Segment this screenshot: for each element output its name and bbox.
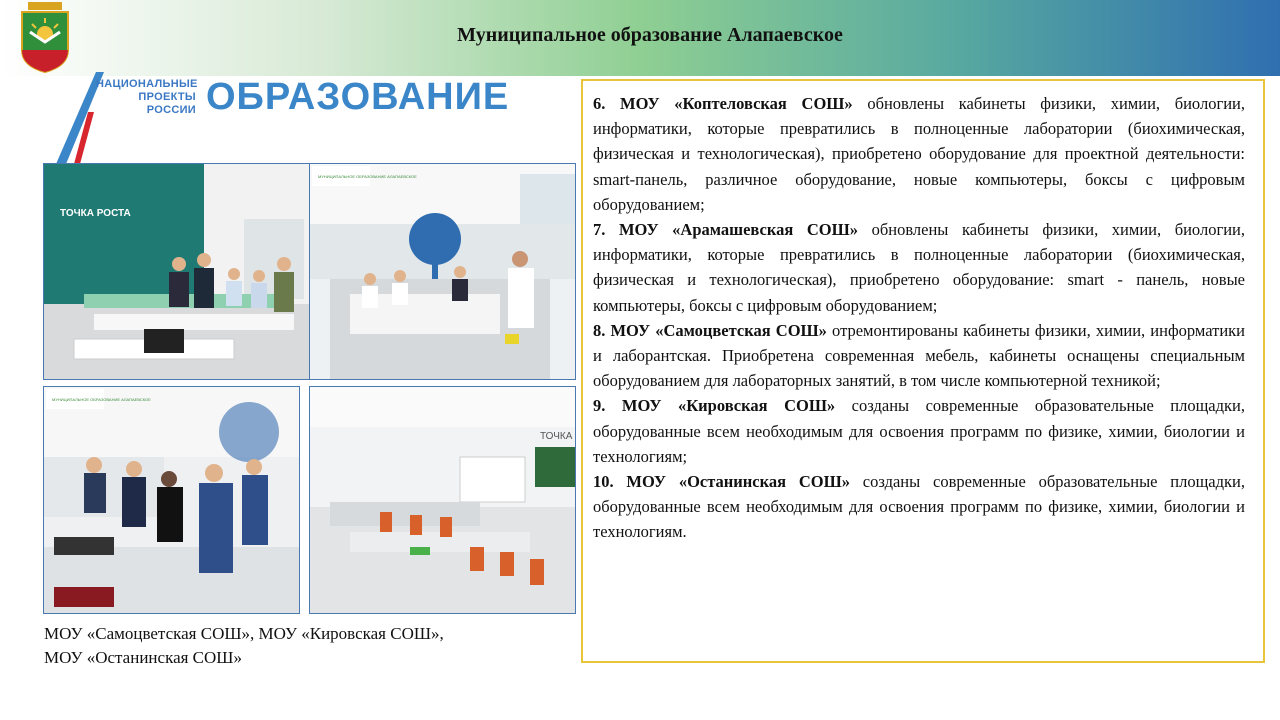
photo-badge-text-2: МУНИЦИПАЛЬНОЕ ОБРАЗОВАНИЕ АЛАПАЕВСКОЕ xyxy=(52,397,151,402)
school-item-text: созданы современные образовательные площадки, оборудованные всем необходимым для освоения программ по физике, химии, биологии и технологиям. xyxy=(593,472,1245,542)
school-item-title: 6. МОУ «Коптеловская СОШ» xyxy=(593,94,853,113)
school-item-title: 7. МОУ «Арамашевская СОШ» xyxy=(593,220,858,240)
school-item-6 xyxy=(593,91,1245,217)
logo-text-small xyxy=(96,78,196,117)
school-item-8 xyxy=(593,318,1245,394)
logo-word: ОБРАЗОВАНИЕ xyxy=(206,76,510,118)
photo-badge-text: МУНИЦИПАЛЬНОЕ ОБРАЗОВАНИЕ АЛАПАЕВСКОЕ xyxy=(318,174,417,179)
photo-classroom-4 xyxy=(309,386,576,614)
photo-classroom-3 xyxy=(43,386,300,614)
page-title: Муниципальное образование Алапаевское xyxy=(457,24,843,46)
school-item-text: отремонтированы кабинеты физики, химии, информатики и лаборантская. Приобретена современная мебель, кабинеты оснащены специальным оборудованием для лабораторных занятий, в том числе компьютерной техникой; xyxy=(593,320,1245,391)
photo-caption xyxy=(44,622,574,670)
coat-of-arms-icon xyxy=(18,2,72,74)
school-item-title: 9. МОУ «Кировская СОШ» xyxy=(593,396,836,416)
school-item-10 xyxy=(593,469,1245,545)
school-item-9 xyxy=(593,393,1245,469)
photo-sign-text: ТОЧКА РОСТА xyxy=(60,208,131,219)
school-item-text: обновлены кабинеты физики, химии, биологии, информатики, которые превратились в полноценные лаборатории (биохимическая, физическая и технологическая), приобретено оборудование для проектной деятельности: smart-панель, различное оборудование, новые компьютеры, боксы с цифровым оборудованием; xyxy=(593,94,1245,214)
logo-line-2: ПРОЕКТЫ xyxy=(138,91,196,103)
school-item-text: обновлены кабинеты физики, химии, биологии, информатики, которые превратились в полноценные лаборатории (биохимическая, физическая и технологическая), приобретено оборудование: smart - панель, новые компьютеры, боксы с цифровым оборудованием; xyxy=(593,220,1245,315)
school-item-title: 8. МОУ «Самоцветская СОШ» xyxy=(593,320,827,340)
photo-sign-text-2: ТОЧКА xyxy=(540,431,573,442)
header-band xyxy=(0,0,1280,76)
school-item-title: 10. МОУ «Останинская СОШ» xyxy=(593,472,850,492)
caption-line-2: МОУ «Останинская СОШ» xyxy=(44,648,242,667)
logo-line-1: НАЦИОНАЛЬНЫЕ xyxy=(96,78,198,90)
photo-classroom-2 xyxy=(309,163,576,380)
photo-classroom-1 xyxy=(43,163,310,380)
national-projects-logo xyxy=(56,72,510,164)
logo-line-3: РОССИИ xyxy=(146,104,196,116)
school-item-text: созданы современные образовательные площадки, оборудованные всем необходимым для освоения программ по физике, химии, биологии и технологиям; xyxy=(593,396,1245,466)
school-item-7 xyxy=(593,217,1245,318)
schools-description-box xyxy=(581,79,1265,663)
caption-line-1: МОУ «Самоцветская СОШ», МОУ «Кировская СОШ», xyxy=(44,624,444,643)
